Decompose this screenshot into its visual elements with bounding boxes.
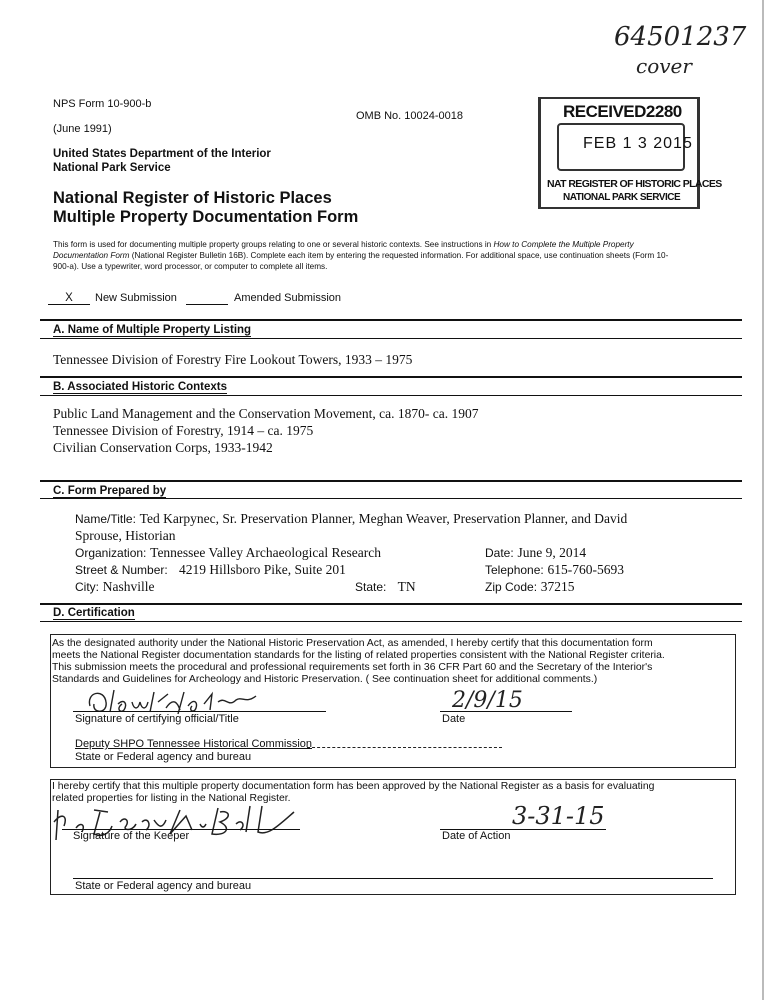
stamp-received: RECEIVED2280: [563, 102, 682, 121]
section-d-heading: D. Certification: [53, 607, 135, 619]
date-row: [485, 545, 586, 561]
street-value: 4219 Hillsboro Pike, Suite 201: [178, 562, 346, 577]
section-c-rule: [40, 480, 742, 482]
section-a-heading: A. Name of Multiple Property Listing: [53, 324, 252, 336]
section-b-underline: [40, 395, 742, 396]
section-a-underline: [40, 338, 742, 339]
street-label: Street & Number:: [75, 563, 168, 577]
telephone-value: 615-760-5693: [547, 562, 624, 577]
organization-label: Organization:: [75, 546, 147, 560]
signature-line: [73, 711, 326, 712]
received-stamp: [538, 97, 722, 209]
zip-row: [485, 579, 575, 595]
scan-edge: [762, 0, 764, 1000]
keeper-signature-label: Signature of the Keeper: [73, 830, 190, 842]
page-title: National Register of Historic Places: [53, 189, 332, 207]
multiple-property-name: Tennessee Division of Forestry Fire Lookout Towers, 1933 – 1975: [53, 352, 413, 367]
amended-submission-blank[interactable]: [186, 304, 228, 305]
street-row: [75, 562, 346, 578]
date-value: June 9, 2014: [517, 545, 587, 560]
date-line: [440, 711, 572, 712]
section-c-heading: C. Form Prepared by: [53, 485, 167, 497]
state-value: TN: [397, 579, 416, 594]
state-label: State:: [355, 580, 387, 594]
organization-row: [75, 545, 381, 561]
historic-context-3: Civilian Conservation Corps, 1933-1942: [53, 440, 273, 455]
form-date: (June 1991): [53, 123, 112, 135]
organization-value: Tennessee Valley Archaeological Research: [150, 545, 381, 560]
section-a-rule: [40, 319, 742, 321]
section-d-underline: [40, 621, 742, 622]
name-title-value: Ted Karpynec, Sr. Preservation Planner, Meghan Weaver, Preservation Planner, and David: [139, 511, 628, 526]
state-row: [355, 579, 416, 595]
certification-text-4: Standards and Guidelines for Archeology and Historic Preservation. ( See continuation sheet for additional comments.): [52, 674, 598, 685]
zip-label: Zip Code:: [485, 580, 538, 594]
instructions-line3: 900-a). Use a typewriter, word processor, or computer to complete all items.: [53, 262, 328, 271]
department: United States Department of the Interior: [53, 148, 271, 160]
keeper-agency-label: State or Federal agency and bureau: [75, 880, 252, 892]
instructions-line1: This form is used for documenting multiple property groups relating to one or several historic contexts. See instructions in How to Complete the Multiple Property: [53, 240, 634, 249]
historic-context-1: Public Land Management and the Conservation Movement, ca. 1870- ca. 1907: [53, 406, 479, 421]
keeper-date-value: 3-31-15: [512, 802, 605, 830]
city-value: Nashville: [102, 579, 155, 594]
section-b-heading: B. Associated Historic Contexts: [53, 381, 228, 393]
name-title-label: Name/Title:: [75, 512, 136, 526]
service: National Park Service: [53, 162, 171, 174]
keeper-date-label: Date of Action: [442, 830, 511, 842]
agency-dash-line: [307, 747, 502, 748]
zip-value: 37215: [540, 579, 575, 594]
certification-text-2: meets the National Register documentation standards for the listing of related properties consistent with the National Register criteria.: [52, 650, 665, 661]
agency-label: State or Federal agency and bureau: [75, 751, 252, 763]
new-submission-mark[interactable]: X: [48, 292, 90, 305]
keeper-text-1: I hereby certify that this multiple property documentation form has been approved by the National Register as a basis for evaluating: [52, 781, 655, 792]
new-submission-label: New Submission: [95, 292, 177, 304]
name-title-value-cont: Sprouse, Historian: [75, 528, 176, 543]
signature-label: Signature of certifying official/Title: [75, 713, 239, 725]
date-label: Date:: [485, 546, 514, 560]
certification-date-label: Date: [442, 713, 466, 725]
historic-context-2: Tennessee Division of Forestry, 1914 – ca. 1975: [53, 423, 314, 438]
city-label: City:: [75, 580, 99, 594]
certification-text-3: This submission meets the procedural and professional requirements set forth in 36 CFR Part 60 and the Secretary of the Interior's: [52, 662, 653, 673]
name-title-row: [75, 511, 627, 527]
stamp-line2: NATIONAL PARK SERVICE: [563, 192, 681, 203]
certification-date-value: 2/9/15: [452, 688, 523, 713]
section-b-rule: [40, 376, 742, 378]
keeper-agency-line: [73, 878, 713, 879]
form-number: NPS Form 10-900-b: [53, 98, 152, 110]
handwritten-cover-note: cover: [636, 54, 692, 78]
section-d-rule: [40, 603, 742, 605]
stamp-line1: NAT REGISTER OF HISTORIC PLACES: [547, 178, 722, 190]
handwritten-number: 64501237: [614, 22, 747, 52]
omb-number: OMB No. 10024-0018: [356, 110, 464, 122]
city-row: [75, 579, 155, 595]
agency-value: Deputy SHPO Tennessee Historical Commission: [75, 738, 312, 750]
instructions-line2: Documentation Form (National Register Bulletin 16B). Complete each item by entering the requested information. For additional space, use continuation sheets (Form 10-: [53, 251, 669, 260]
telephone-label: Telephone:: [485, 563, 544, 577]
stamp-date: FEB 1 3 2015: [583, 135, 693, 152]
amended-submission-label: Amended Submission: [234, 292, 342, 304]
section-c-underline: [40, 498, 742, 499]
keeper-text-2: related properties for listing in the National Register.: [52, 793, 291, 804]
certification-text-1: As the designated authority under the National Historic Preservation Act, as amended, I hereby certify that this documentation form: [52, 638, 653, 649]
telephone-row: [485, 562, 624, 578]
page-subtitle: Multiple Property Documentation Form: [53, 208, 359, 226]
